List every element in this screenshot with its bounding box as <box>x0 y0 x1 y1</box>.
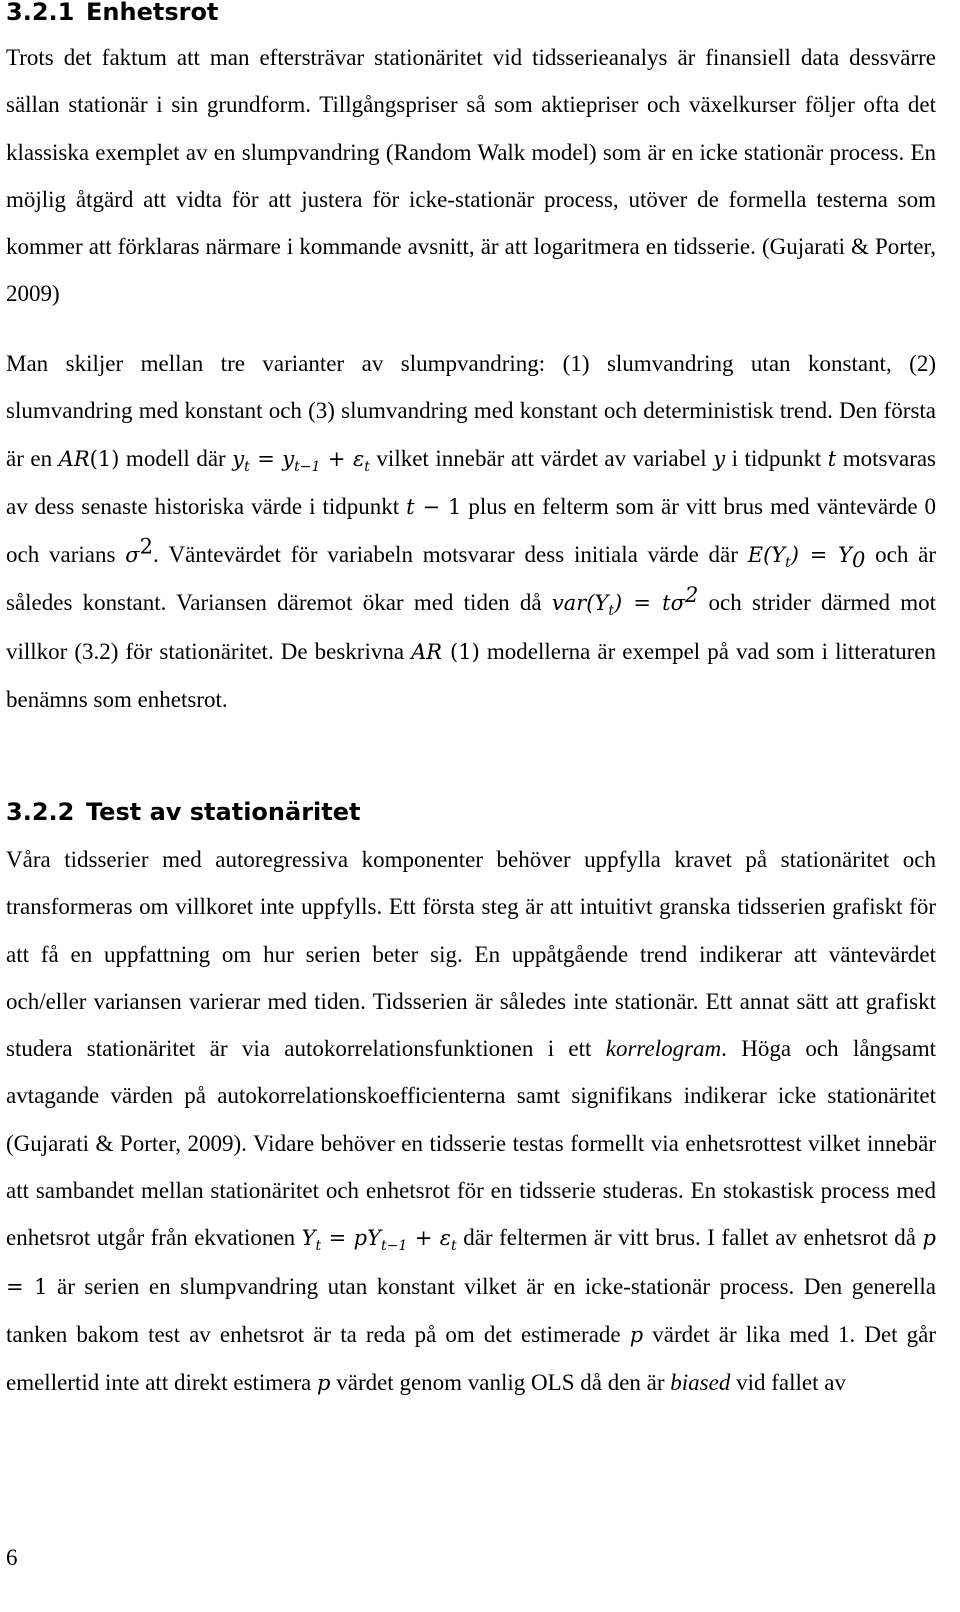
math-equation-yt: $y_t = y_{t-1} + \varepsilon_t$ <box>232 446 370 475</box>
math-expectation: $E(Y_t) = Y_0$ <box>747 543 866 573</box>
section-title: Enhetsrot <box>86 0 219 26</box>
section-heading-test-av-stationaritet <box>6 797 360 827</box>
section-number: 3.2.1 <box>6 0 75 26</box>
math-variance: $var(Y_t) = t\sigma^2$ <box>551 583 699 620</box>
page-number: 6 <box>6 1545 18 1570</box>
section-heading-enhetsrot <box>6 0 218 27</box>
section-number: 3.2.2 <box>6 798 75 826</box>
paragraph-stationarity-test: Våra tidsserier med autoregressiva komponenter behöver uppfylla kravet på stationäritet och transformeras om villkoret inte uppfylls. Ett första steg är att intuitivt granska tidsserien grafiskt för att få en uppfattning om hur serien beter sig. En uppåtgående trend indikerar att väntevärdet och/eller variansen varierar med tiden. Tidsserien är således inte stationär. Ett annat sätt att grafiskt studera stationäritet är via autokorrelationsfunktionen i ett korrelogram. Höga och långsamt avtagande värden på autokorrelationskoefficienterna samt signifikans indikerar icke stationäritet (Gujarati & Porter, 2009). Vidare behöver en tidsserie testas formellt via enhetsrottest vilket innebär att sambandet mellan stationäritet och enhetsrot för en tidsserie studeras. En stokastisk process med enhetsrot utgår från ekvationen $Y_t = pY_{t-1} + \varepsilon_t$ där feltermen är vitt brus. I fallet av enhetsrot då p = 1 är serien en slumpvandring utan konstant vilket är en icke-stationär process. Den generella tanken bakom test av enhetsrot är ta reda på om det estimerade p värdet är lika med 1. Det går emellertid inte att direkt estimera p värdet genom vanlig OLS då den är biased vid fallet av <box>6 847 937 1396</box>
emphasis-korrelogram: korrelogram <box>605 1036 722 1062</box>
math-unit-root-equation: $Y_t = pY_{t-1} + \varepsilon_t$ <box>301 1226 457 1255</box>
paragraph-random-walk: Man skiljer mellan tre varianter av slumpvandring: (1) slumvandring utan konstant, (2) slumvandring med konstant och (3) slumvandring med konstant och deterministisk trend. Den första är en AR(1) modell där $y_t = y_{t-1} + \varepsilon_t$ vilket innebär att värdet av variabel y i tidpunkt t motsvaras av dess senaste historiska värde i tidpunkt t − 1 plus en felterm som är vitt brus med väntevärde 0 och varians $\sigma^2$. Väntevärdet för variabeln motsvarar dess initiala värde där $E(Y_t) = Y_0$ och är således konstant. Variansen däremot ökar med tiden då $var(Y_t) = t\sigma^2$ och strider därmed mot villkor (3.2) för stationäritet. De beskrivna AR (1) modellerna är exempel på vad som i litteraturen benämns som enhetsrot. <box>6 351 937 713</box>
math-ar: AR <box>58 446 90 471</box>
paragraph-intro: Trots det faktum att man eftersträvar stationäritet vid tidsserieanalys är finansiell data dessvärre sällan stationär i sin grundform. Tillgångspriser så som aktiepriser och växelkurser följer ofta det klassiska exemplet av en slumpvandring (Random Walk model) som är en icke stationär process. En möjlig åtgärd att vidta för att justera för icke-stationär process, utöver de formella testerna som kommer att förklaras närmare i kommande avsnitt, är att logaritmera en tidsserie. (Gujarati & Porter, 2009) <box>6 45 936 307</box>
emphasis-biased: biased <box>670 1370 731 1396</box>
section-title: Test av stationäritet <box>86 798 361 826</box>
